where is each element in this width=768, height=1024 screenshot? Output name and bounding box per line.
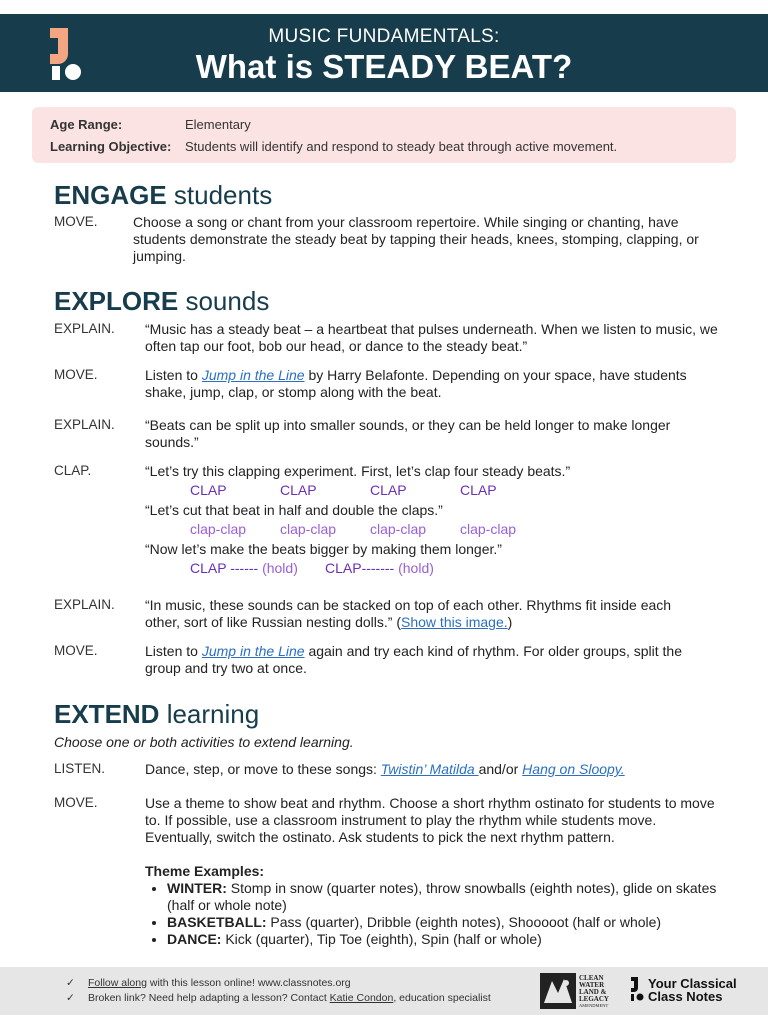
explore-move1-text: Listen to Jump in the Line by Harry Belafonte. Depending on your space, have students shake, jump, clap, or stomp along with the beat. xyxy=(145,367,687,400)
quarter-clap: CLAP xyxy=(460,482,497,498)
engage-move-tag: MOVE. xyxy=(54,214,98,229)
quarter-clap: CLAP xyxy=(280,482,317,498)
explore-heading: EXPLORE sounds xyxy=(54,286,270,316)
svg-text:AMENDMENT: AMENDMENT xyxy=(579,1003,609,1008)
svg-text:LEGACY: LEGACY xyxy=(579,995,609,1003)
extend-move-tag: MOVE. xyxy=(54,795,98,810)
engage-move-text: Choose a song or chant from your classroom repertoire. While singing or chanting, have students demonstrate the steady beat by tapping their heads, knees, stomping, clapping, or jumping. xyxy=(133,214,699,264)
eighth-clap: clap-clap xyxy=(370,521,427,537)
explore-explain3-tag: EXPLAIN. xyxy=(54,597,115,612)
logo-line-1: Your Classical xyxy=(648,976,737,991)
engage-heading: ENGAGE students xyxy=(54,180,273,210)
explore-explain1-tag: EXPLAIN. xyxy=(54,321,115,336)
explore-move1-tag: MOVE. xyxy=(54,367,98,382)
learning-objective-label: Learning Objective: xyxy=(50,139,172,154)
extend-heading: EXTEND learning xyxy=(54,699,260,729)
age-range-value: Elementary xyxy=(185,117,251,132)
quarter-clap: CLAP xyxy=(190,482,227,498)
explore-explain2-text: “Beats can be split up into smaller sounds, or they can be held longer to make longer sounds.” xyxy=(145,417,671,450)
clap-instruction-1: “Let’s try this clapping experiment. First, let’s clap four steady beats.” xyxy=(145,463,571,479)
learning-objective-value: Students will identify and respond to steady beat through active movement. xyxy=(185,139,618,154)
svg-text:WATER: WATER xyxy=(579,981,605,989)
extend-listen-tag: LISTEN. xyxy=(54,761,106,776)
clap-instruction-2: “Let’s cut that beat in half and double the claps.” xyxy=(145,502,443,518)
half-clap: CLAP ------ (hold) xyxy=(190,560,298,576)
list-item: • BASKETBALL: Pass (quarter), Dribble (eighth notes), Shooooot (half or whole) xyxy=(167,914,747,931)
explore-explain2-tag: EXPLAIN. xyxy=(54,417,115,432)
jump-in-the-line-link[interactable]: Jump in the Line xyxy=(201,367,305,383)
twistin-matilda-link[interactable]: Twistin’ Matilda xyxy=(380,761,479,777)
list-item: • DANCE: Kick (quarter), Tip Toe (eighth), Spin (half or whole) xyxy=(167,931,747,948)
extend-listen-text: Dance, step, or move to these songs: Twistin’ Matilda and/or Hang on Sloopy. xyxy=(145,761,625,777)
theme-examples-label: Theme Examples: xyxy=(145,863,265,879)
checkmark-icon: ✓ xyxy=(66,977,75,989)
classical-notes-mark-icon xyxy=(630,977,644,1001)
follow-along-link[interactable]: Follow along xyxy=(88,977,147,989)
list-item: • WINTER: Stomp in snow (quarter notes), throw snowballs (eighth notes), glide on skates (half or whole note) xyxy=(167,880,747,914)
explore-explain3-text: “In music, these sounds can be stacked on top of each other. Rhythms fit inside each other, sort of like Russian nesting dolls.” (Show this image.) xyxy=(145,597,672,630)
lesson-info-box xyxy=(32,107,736,163)
svg-text:CLEAN: CLEAN xyxy=(579,974,604,982)
page-header xyxy=(0,14,768,92)
theme-examples-list xyxy=(145,880,747,948)
extend-move-text: Use a theme to show beat and rhythm. Choose a short rhythm ostinato for students to move to. If possible, use a classroom instrument to play the rhythm while students move. Eventually, switch the ostinato. Ask students to pick the next rhythm pattern. xyxy=(145,795,715,845)
age-range-label: Age Range: xyxy=(50,117,123,132)
explore-explain1-text: “Music has a steady beat – a heartbeat that pulses underneath. When we listen to music, we often tap our foot, bob our head, or dance to the steady beat.” xyxy=(145,321,718,354)
eighth-clap: clap-clap xyxy=(460,521,517,537)
quarter-clap: CLAP xyxy=(370,482,407,498)
extend-intro: Choose one or both activities to extend learning. xyxy=(54,734,354,750)
explore-move2-text: Listen to Jump in the Line again and try each kind of rhythm. For older groups, split the group and try two at once. xyxy=(145,643,682,676)
footer-line-1: ✓ Follow along with this lesson online! www.classnotes.org xyxy=(66,977,351,989)
clean-water-land-legacy-logo xyxy=(540,973,618,1009)
show-image-link[interactable]: Show this image. xyxy=(401,614,508,630)
footer-line-2: ✓ Broken link? Need help adapting a lesson? Contact Katie Condon, education specialist xyxy=(66,992,491,1004)
katie-condon-link[interactable]: Katie Condon xyxy=(329,992,394,1004)
clap-instruction-3: “Now let’s make the beats bigger by making them longer.” xyxy=(145,541,502,557)
your-classical-class-notes-logo xyxy=(630,977,737,1003)
jump-in-the-line-link-2[interactable]: Jump in the Line xyxy=(201,643,305,659)
hang-on-sloopy-link[interactable]: Hang on Sloopy. xyxy=(522,761,625,777)
half-clap: CLAP------- (hold) xyxy=(325,560,434,576)
eighth-clap: clap-clap xyxy=(190,521,247,537)
explore-clap-tag: CLAP. xyxy=(54,463,92,478)
eighth-clap: clap-clap xyxy=(280,521,337,537)
explore-move2-tag: MOVE. xyxy=(54,643,98,658)
page-footer xyxy=(0,967,768,1015)
checkmark-icon: ✓ xyxy=(66,992,75,1004)
logo-line-2: Class Notes xyxy=(648,989,723,1004)
page-title: What is STEADY BEAT? xyxy=(195,48,573,85)
header-subtitle: MUSIC FUNDAMENTALS: xyxy=(268,26,500,47)
svg-text:LAND &: LAND & xyxy=(579,988,607,996)
